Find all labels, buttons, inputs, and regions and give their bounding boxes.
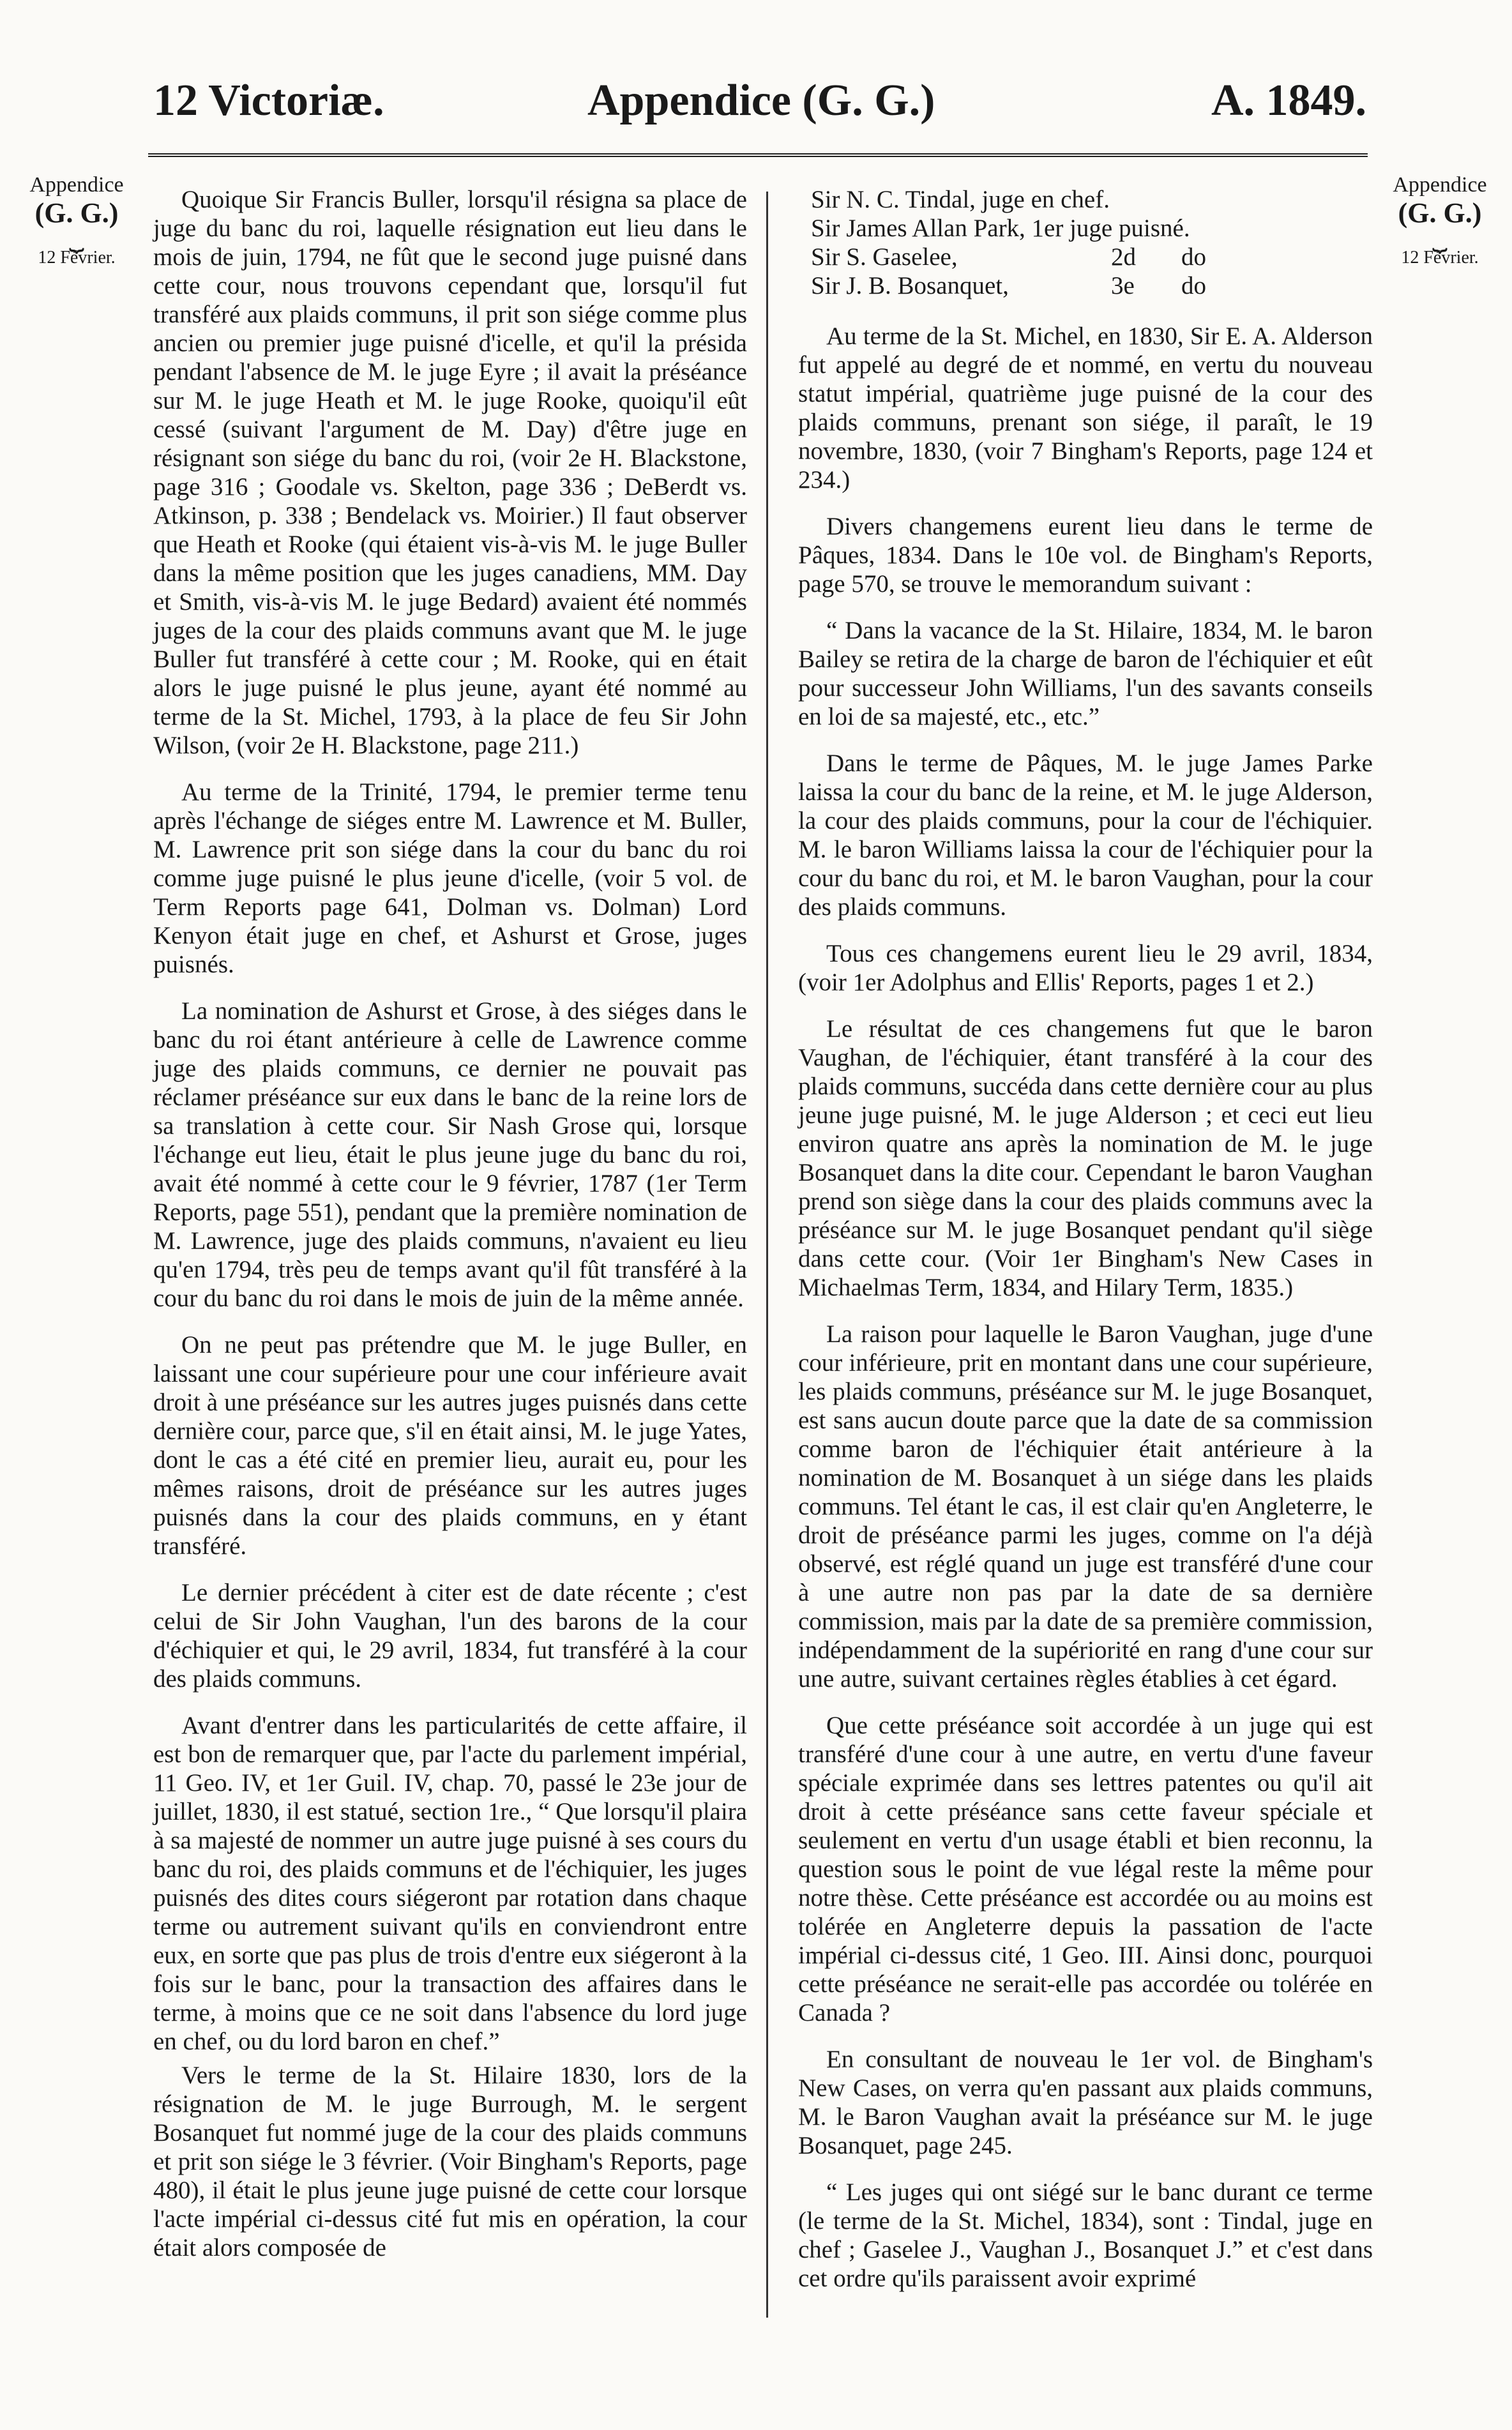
judge-name: Sir N. C. Tindal, juge en chef.	[811, 186, 1110, 213]
quoted-paragraph: “ Les juges qui ont siégé sur le banc durant ce terme (le terme de la St. Michel, 1834), sont : Tindal, juge en chef ; Gaselee J., Vaughan J., Bosanquet J.” et c'est dans cet ordre qu'ils paraissent avoir exprimé	[798, 2178, 1373, 2292]
left-margin-note	[13, 172, 140, 268]
header-year: A. 1849.	[1211, 76, 1366, 125]
quoted-paragraph: “ Dans la vacance de la St. Hilaire, 1834, M. le baron Bailey se retira de la charge de baron de l'échiquier et eût pour successeur John Williams, l'un des savants conseils en loi de sa majesté, etc., etc.”	[798, 617, 1373, 730]
judge-name: Sir J. B. Bosanquet,	[811, 272, 1009, 299]
paragraph: Avant d'entrer dans les particularités de cette affaire, il est bon de remarquer que, par l'acte du parlement impérial, 11 Geo. IV, et 1er Guil. IV, chap. 70, passé le 23e jour de juillet, 1830, il est statué, section 1re., “ Que lorsqu'il plaira à sa majesté de nommer un autre juge puisné à ses cours du banc du roi, des plaids communs et de l'échiquier, les juges puisnés des dites cours siégeront par rotation dans chaque terme ou autrement suivant qu'ils en conviendront entre eux, en sorte que pas plus de trois d'entre eux siégeront à la fois sur le banc, pour la transaction des affaires dans le terme, à moins que ce ne soit dans l'absence du lord juge en chef, ou du lord baron en chef.”	[153, 1712, 747, 2055]
paragraph: Tous ces changemens eurent lieu le 29 avril, 1834, (voir 1er Adolphus and Ellis' Reports, pages 1 et 2.)	[798, 940, 1373, 996]
paragraph: Vers le terme de la St. Hilaire 1830, lors de la résignation de M. le juge Burrough, M. le sergent Bosanquet fut nommé juge de la cour des plaids communs et prit son siége le 3 février. (Voir Bingham's Reports, page 480), il était le plus jeune juge puisné de cette cour lorsque l'acte impérial ci-dessus cité fut mis en opération, la cour était alors composée de	[153, 2062, 747, 2261]
paragraph: La nomination de Ashurst et Grose, à des siéges dans le banc du roi étant antérieure à celle de Lawrence comme juge des plaids communs, ce dernier ne pouvait pas réclamer préséance sur eux dans le banc de la reine lors de sa translation à cette cour. Sir Nash Grose qui, lorsque l'échange eut lieu, était le plus jeune juge du banc du roi, avait été nommé à cette cour le 9 février, 1787 (1er Term Reports, page 551), pendant que la première nomination de M. Lawrence, juge des plaids communs, n'avaient eu lieu qu'en 1794, très peu de temps avant qu'il fût transféré à la cour du banc du roi dans le mois de juin de la même année.	[153, 997, 747, 1312]
paragraph: Au terme de la Trinité, 1794, le premier terme tenu après l'échange de siéges entre M. Lawrence et M. Buller, M. Lawrence prit son siége dans la cour du banc du roi comme juge puisné le plus jeune d'icelle, (voir 5 vol. de Term Reports page 641, Dolman vs. Dolman) Lord Kenyon était juge en chef, et Ashurst et Grose, juges puisnés.	[153, 778, 747, 978]
paragraph: Au terme de la St. Michel, en 1830, Sir E. A. Alderson fut appelé au degré de et nommé, en vertu du nouveau statut impérial, quatrième juge puisné de la cour des plaids communs, prenant son siége, il paraît, le 19 novembre, 1830, (voir 7 Bingham's Reports, page 124 et 234.)	[798, 322, 1373, 494]
margin-date: 12 Février.	[1401, 247, 1479, 268]
right-margin-note	[1373, 172, 1507, 268]
paragraph: En consultant de nouveau le 1er vol. de Bingham's New Cases, on verra qu'en passant aux plaids communs, M. le Baron Vaughan avait la préséance sur M. le juge Bosanquet, page 245.	[798, 2046, 1373, 2159]
margin-brace: ⏟	[1432, 222, 1448, 252]
judge-entry	[798, 271, 1373, 300]
judge-name: Sir S. Gaselee,	[811, 243, 958, 271]
page-header	[153, 75, 1366, 139]
paragraph: La raison pour laquelle le Baron Vaughan, juge d'une cour inférieure, prit en montant dans une cour supérieure, les plaids communs, préséance sur M. le juge Bosanquet, est sans aucun doute parce que la date de sa commission comme baron de l'échiquier était antérieure à la nomination de M. Bosanquet à un siége dans les plaids communs. Tel étant le cas, il est clair qu'en Angleterre, le droit de préséance parmi les juges, comme on l'a déjà observé, est réglé quand un juge est transféré d'une cour à une autre non pas par la date de sa dernière commission, mais par la date de sa première commission, indépendamment de la supériorité en rang d'une cour sur une autre, suivant certaines règles établies à cet égard.	[798, 1320, 1373, 1693]
header-appendix-title: Appendice (G. G.)	[587, 76, 935, 125]
judge-rank: 2d	[1111, 243, 1136, 271]
margin-date: 12 Février.	[38, 247, 116, 268]
judge-rank: 3e	[1111, 272, 1135, 299]
margin-appendix-label: Appendice	[29, 173, 124, 197]
paragraph: Dans le terme de Pâques, M. le juge James Parke laissa la cour du banc de la reine, et M. le juge Alderson, la cour des plaids communs, pour la cour de l'échiquier. M. le baron Williams laissa la cour de l'échiquier pour la cour du banc du roi, et M. le baron Vaughan, pour la cour des plaids communs.	[798, 750, 1373, 921]
judge-entry	[798, 243, 1373, 271]
paragraph: Le résultat de ces changemens fut que le baron Vaughan, de l'échiquier, étant transféré à la cour des plaids communs, succéda dans cette dernière cour au plus jeune juge puisné, M. le juge Alderson ; et ceci eut lieu environ quatre ans après la nomination de M. le juge Bosanquet dans la dite cour. Cependant le baron Vaughan prend son siège dans la cour des plaids communs avec la préséance sur M. le juge Bosanquet pendant qu'il siège dans cette cour. (Voir 1er Bingham's New Cases in Michaelmas Term, 1834, and Hilary Term, 1835.)	[798, 1015, 1373, 1301]
header-rule	[148, 153, 1368, 157]
judge-name: Sir James Allan Park, 1er juge puisné.	[811, 215, 1190, 242]
header-session: 12 Victoriæ.	[153, 76, 384, 125]
margin-appendix-label: Appendice	[1393, 173, 1487, 197]
judges-list	[798, 185, 1373, 300]
margin-appendix-code: (G. G.)	[34, 197, 119, 229]
margin-appendix-code: (G. G.)	[1398, 197, 1482, 229]
margin-brace: ⏟	[69, 222, 84, 252]
judge-ditto: do	[1181, 272, 1206, 299]
paragraph: Quoique Sir Francis Buller, lorsqu'il résigna sa place de juge du banc du roi, laquelle résignation eut lieu dans le mois de juin, 1794, ne fût que le second juge puisné dans cette cour, nous trouvons cependant que, lorsqu'il fut transféré aux plaids communs, il prit son siége comme plus ancien ou premier juge puisné d'icelle, et qu'il la présida pendant l'absence de M. le juge Eyre ; il avait la préséance sur M. le juge Heath et M. le juge Rooke, quoiqu'il eût cessé (suivant l'argument de M. Day) d'être juge en résignant son siége du banc du roi, (voir 2e H. Blackstone, page 316 ; Goodale vs. Skelton, page 336 ; DeBerdt vs. Atkinson, p. 338 ; Bendelack vs. Moirier.) Il faut observer que Heath et Rooke (qui étaient vis-à-vis M. le juge Buller dans la même position que les juges canadiens, MM. Day et Smith, vis-à-vis M. le juge Bedard) avaient été nommés juges de la cour des plaids communs avant que M. le juge Buller fut transféré à cette cour ; M. Rooke, qui en était alors le juge puisné le plus jeune, ayant été nommé au terme de la St. Michel, 1793, à la place de feu Sir John Wilson, (voir 2e H. Blackstone, page 211.)	[153, 186, 747, 759]
column-divider	[766, 192, 768, 2318]
judge-ditto: do	[1181, 243, 1206, 271]
paragraph: Que cette préséance soit accordée à un juge qui est transféré d'une cour à une autre, en vertu d'une faveur spéciale exprimée dans ses lettres patentes ou qu'il ait droit à cette préséance sans cette faveur spéciale et seulement en vertu d'un usage établi et bien reconnu, la question sous le point de vue légal reste la même pour notre thèse. Cette préséance est accordée ou au moins est tolérée en Angleterre depuis la passation de l'acte impérial ci-dessus cité, 1 Geo. III. Ainsi donc, pourquoi cette préséance ne serait-elle pas accordée ou tolérée en Canada ?	[798, 1712, 1373, 2026]
judge-entry	[798, 185, 1373, 214]
right-column	[798, 185, 1373, 2311]
paragraph: On ne peut pas prétendre que M. le juge Buller, en laissant une cour supérieure pour une cour inférieure avait droit à une préséance sur les autres juges puisnés dans cette dernière cour, parce que, s'il en était ainsi, M. le juge Yates, dont le cas a été cité en premier lieu, aurait eu, pour les mêmes raisons, droit de préséance sur les autres juges puisnés dans la cour des plaids communs, en y étant transféré.	[153, 1331, 747, 1560]
paragraph: Le dernier précédent à citer est de date récente ; c'est celui de Sir John Vaughan, l'un des barons de la cour d'échiquier et qui, le 29 avril, 1834, fut transféré à la cour des plaids communs.	[153, 1579, 747, 1693]
judge-entry	[798, 214, 1373, 243]
left-column	[153, 185, 747, 2280]
paragraph: Divers changemens eurent lieu dans le terme de Pâques, 1834. Dans le 10e vol. de Bingham's Reports, page 570, se trouve le memorandum suivant :	[798, 513, 1373, 598]
